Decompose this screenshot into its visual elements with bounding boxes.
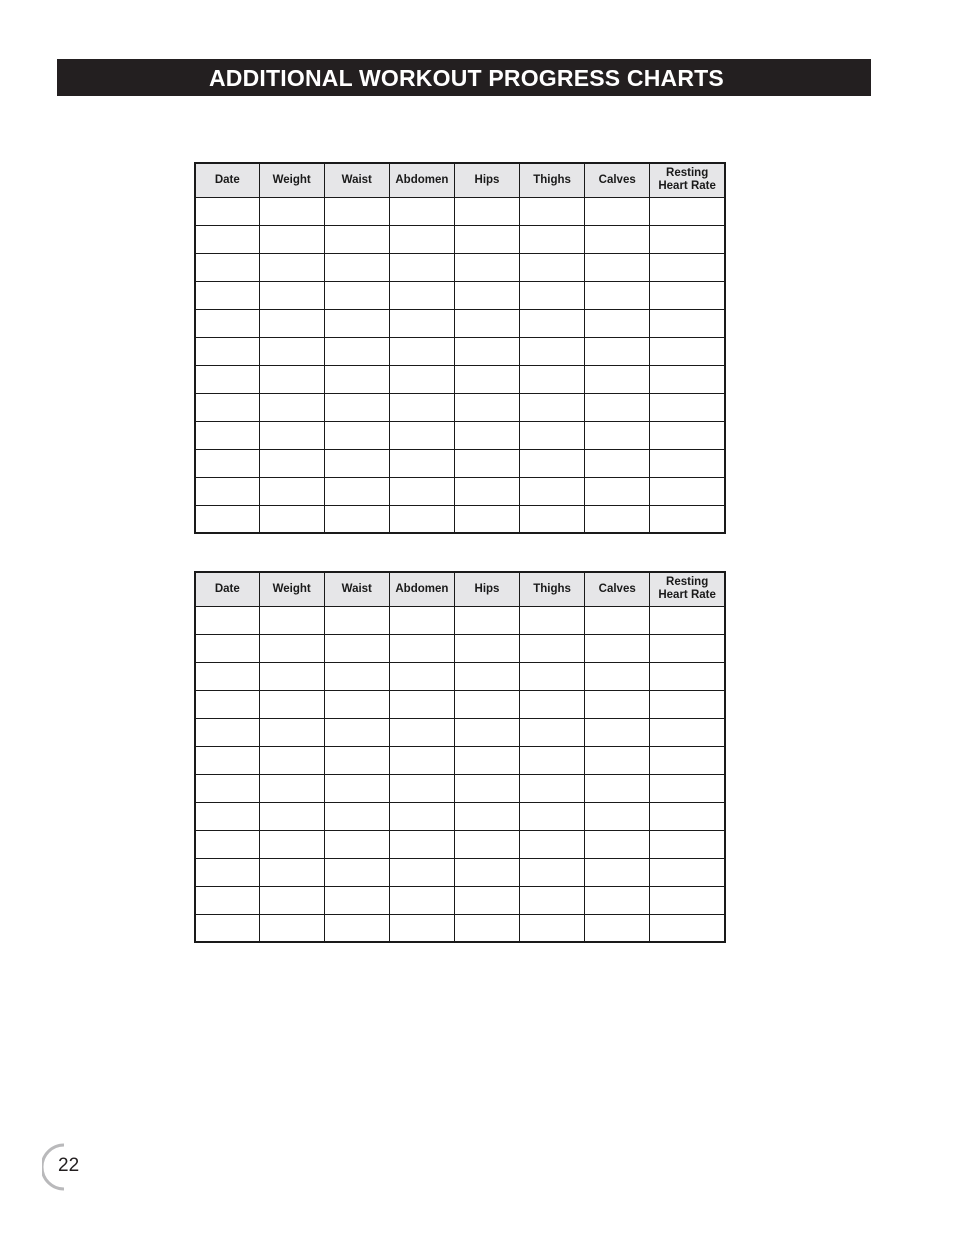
entry-cell[interactable] [259,253,324,281]
page-number-badge [42,1143,102,1191]
entry-cell[interactable] [259,914,324,942]
entry-cell[interactable] [259,662,324,690]
entry-cell[interactable] [259,477,324,505]
entry-cell[interactable] [520,337,585,365]
entry-cell[interactable] [195,281,259,309]
entry-cell[interactable] [389,477,454,505]
entry-cell[interactable] [454,365,519,393]
entry-cell[interactable] [324,830,389,858]
entry-cell[interactable] [454,393,519,421]
entry-cell[interactable] [454,858,519,886]
entry-cell[interactable] [585,281,650,309]
chart-header-row [195,163,725,197]
entry-cell[interactable] [259,449,324,477]
table-row [195,914,725,942]
entry-cell[interactable] [520,634,585,662]
table-row [195,606,725,634]
entry-cell[interactable] [389,309,454,337]
progress-chart-1 [194,162,726,534]
entry-cell[interactable] [650,802,725,830]
table-row [195,197,725,225]
entry-cell[interactable] [389,606,454,634]
entry-cell[interactable] [324,886,389,914]
header-thighs: Thighs [520,163,585,197]
entry-cell[interactable] [454,337,519,365]
table-row [195,309,725,337]
entry-cell[interactable] [520,718,585,746]
entry-cell[interactable] [454,449,519,477]
entry-cell[interactable] [324,449,389,477]
header-waist: Waist [324,572,389,606]
entry-cell[interactable] [650,421,725,449]
entry-cell[interactable] [585,365,650,393]
entry-cell[interactable] [195,505,259,533]
entry-cell[interactable] [585,830,650,858]
entry-cell[interactable] [520,606,585,634]
entry-cell[interactable] [520,802,585,830]
entry-cell[interactable] [389,337,454,365]
entry-cell[interactable] [585,505,650,533]
entry-cell[interactable] [585,477,650,505]
entry-cell[interactable] [585,662,650,690]
entry-cell[interactable] [389,281,454,309]
entry-cell[interactable] [324,281,389,309]
entry-cell[interactable] [520,225,585,253]
entry-cell[interactable] [454,634,519,662]
entry-cell[interactable] [324,225,389,253]
entry-cell[interactable] [454,253,519,281]
entry-cell[interactable] [520,421,585,449]
entry-cell[interactable] [650,281,725,309]
entry-cell[interactable] [650,718,725,746]
entry-cell[interactable] [650,690,725,718]
entry-cell[interactable] [520,830,585,858]
entry-cell[interactable] [650,197,725,225]
header-calves: Calves [585,163,650,197]
entry-cell[interactable] [324,690,389,718]
table-row [195,281,725,309]
table-row [195,774,725,802]
entry-cell[interactable] [389,505,454,533]
entry-cell[interactable] [585,337,650,365]
table-row [195,365,725,393]
entry-cell[interactable] [195,225,259,253]
table-row [195,421,725,449]
entry-cell[interactable] [259,365,324,393]
entry-cell[interactable] [389,365,454,393]
entry-cell[interactable] [585,253,650,281]
entry-cell[interactable] [259,225,324,253]
entry-cell[interactable] [454,802,519,830]
entry-cell[interactable] [324,197,389,225]
table-row [195,858,725,886]
entry-cell[interactable] [520,309,585,337]
header-weight: Weight [259,572,324,606]
entry-cell[interactable] [195,197,259,225]
entry-cell[interactable] [389,690,454,718]
entry-cell[interactable] [195,662,259,690]
entry-cell[interactable] [324,337,389,365]
entry-cell[interactable] [324,746,389,774]
entry-cell[interactable] [585,914,650,942]
entry-cell[interactable] [650,914,725,942]
entry-cell[interactable] [324,774,389,802]
table-row [195,746,725,774]
entry-cell[interactable] [389,830,454,858]
header-hips: Hips [454,163,519,197]
entry-cell[interactable] [650,477,725,505]
page-number: 22 [58,1155,80,1176]
entry-cell[interactable] [520,365,585,393]
entry-cell[interactable] [324,309,389,337]
entry-cell[interactable] [650,746,725,774]
entry-cell[interactable] [389,449,454,477]
table-row [195,253,725,281]
entry-cell[interactable] [324,634,389,662]
entry-cell[interactable] [324,718,389,746]
table-row [195,449,725,477]
entry-cell[interactable] [195,802,259,830]
entry-cell[interactable] [454,505,519,533]
entry-cell[interactable] [259,197,324,225]
entry-cell[interactable] [454,421,519,449]
entry-cell[interactable] [389,225,454,253]
entry-cell[interactable] [650,634,725,662]
table-row [195,337,725,365]
table-row [195,886,725,914]
entry-cell[interactable] [520,858,585,886]
table-row [195,690,725,718]
entry-cell[interactable] [650,886,725,914]
header-waist: Waist [324,163,389,197]
entry-cell[interactable] [324,858,389,886]
entry-cell[interactable] [585,309,650,337]
table-row [195,662,725,690]
entry-cell[interactable] [259,634,324,662]
entry-cell[interactable] [259,309,324,337]
entry-cell[interactable] [389,634,454,662]
entry-cell[interactable] [259,393,324,421]
page-title: ADDITIONAL WORKOUT PROGRESS CHARTS [209,65,724,91]
header-resting-heart-rate: Resting Heart Rate [650,163,725,197]
entry-cell[interactable] [195,830,259,858]
header-date: Date [195,572,259,606]
progress-chart-2 [194,571,726,943]
entry-cell[interactable] [454,690,519,718]
entry-cell[interactable] [259,337,324,365]
entry-cell[interactable] [324,253,389,281]
entry-cell[interactable] [454,197,519,225]
entry-cell[interactable] [585,858,650,886]
entry-cell[interactable] [389,718,454,746]
entry-cell[interactable] [389,746,454,774]
header-abdomen: Abdomen [389,572,454,606]
entry-cell[interactable] [650,830,725,858]
entry-cell[interactable] [650,309,725,337]
entry-cell[interactable] [389,802,454,830]
entry-cell[interactable] [195,606,259,634]
table-row [195,634,725,662]
entry-cell[interactable] [520,774,585,802]
entry-cell[interactable] [650,449,725,477]
entry-cell[interactable] [454,606,519,634]
entry-cell[interactable] [520,449,585,477]
entry-cell[interactable] [324,662,389,690]
entry-cell[interactable] [195,337,259,365]
entry-cell[interactable] [520,253,585,281]
entry-cell[interactable] [650,253,725,281]
entry-cell[interactable] [259,421,324,449]
chart-body [195,606,725,942]
entry-cell[interactable] [454,774,519,802]
entry-cell[interactable] [195,774,259,802]
entry-cell[interactable] [195,421,259,449]
entry-cell[interactable] [195,449,259,477]
entry-cell[interactable] [585,802,650,830]
entry-cell[interactable] [324,421,389,449]
entry-cell[interactable] [389,886,454,914]
entry-cell[interactable] [520,746,585,774]
entry-cell[interactable] [195,858,259,886]
entry-cell[interactable] [650,365,725,393]
entry-cell[interactable] [324,802,389,830]
entry-cell[interactable] [454,886,519,914]
entry-cell[interactable] [520,690,585,718]
entry-cell[interactable] [454,746,519,774]
entry-cell[interactable] [259,746,324,774]
entry-cell[interactable] [259,886,324,914]
entry-cell[interactable] [585,690,650,718]
entry-cell[interactable] [259,718,324,746]
entry-cell[interactable] [585,421,650,449]
entry-cell[interactable] [454,309,519,337]
entry-cell[interactable] [650,858,725,886]
entry-cell[interactable] [585,449,650,477]
entry-cell[interactable] [520,914,585,942]
entry-cell[interactable] [520,886,585,914]
entry-cell[interactable] [389,774,454,802]
entry-cell[interactable] [259,690,324,718]
entry-cell[interactable] [454,225,519,253]
table-row [195,477,725,505]
entry-cell[interactable] [585,197,650,225]
entry-cell[interactable] [650,606,725,634]
entry-cell[interactable] [389,914,454,942]
entry-cell[interactable] [585,393,650,421]
entry-cell[interactable] [259,281,324,309]
entry-cell[interactable] [389,421,454,449]
table-row [195,830,725,858]
header-resting-heart-rate: Resting Heart Rate [650,572,725,606]
entry-cell[interactable] [259,505,324,533]
entry-cell[interactable] [195,634,259,662]
entry-cell[interactable] [259,858,324,886]
entry-cell[interactable] [389,662,454,690]
entry-cell[interactable] [454,662,519,690]
entry-cell[interactable] [195,746,259,774]
table-row [195,718,725,746]
entry-cell[interactable] [454,830,519,858]
entry-cell[interactable] [585,774,650,802]
entry-cell[interactable] [585,746,650,774]
entry-cell[interactable] [454,281,519,309]
header-weight: Weight [259,163,324,197]
chart-body [195,197,725,533]
table-row [195,802,725,830]
entry-cell[interactable] [454,477,519,505]
entry-cell[interactable] [195,253,259,281]
entry-cell[interactable] [195,393,259,421]
entry-cell[interactable] [585,225,650,253]
chart-header-row [195,572,725,606]
entry-cell[interactable] [454,718,519,746]
entry-cell[interactable] [389,393,454,421]
header-thighs: Thighs [520,572,585,606]
entry-cell[interactable] [585,718,650,746]
entry-cell[interactable] [389,197,454,225]
table-row [195,225,725,253]
entry-cell[interactable] [650,225,725,253]
entry-cell[interactable] [195,690,259,718]
entry-cell[interactable] [454,914,519,942]
entry-cell[interactable] [259,802,324,830]
entry-cell[interactable] [259,774,324,802]
entry-cell[interactable] [195,477,259,505]
entry-cell[interactable] [585,886,650,914]
entry-cell[interactable] [389,858,454,886]
section-title-bar [57,59,871,96]
entry-cell[interactable] [324,393,389,421]
entry-cell[interactable] [520,393,585,421]
entry-cell[interactable] [650,393,725,421]
header-hips: Hips [454,572,519,606]
entry-cell[interactable] [650,774,725,802]
header-date: Date [195,163,259,197]
entry-cell[interactable] [324,606,389,634]
entry-cell[interactable] [259,830,324,858]
entry-cell[interactable] [324,365,389,393]
entry-cell[interactable] [520,281,585,309]
table-row [195,505,725,533]
entry-cell[interactable] [650,662,725,690]
entry-cell[interactable] [650,505,725,533]
entry-cell[interactable] [195,914,259,942]
entry-cell[interactable] [585,634,650,662]
entry-cell[interactable] [520,477,585,505]
header-abdomen: Abdomen [389,163,454,197]
entry-cell[interactable] [389,253,454,281]
header-calves: Calves [585,572,650,606]
entry-cell[interactable] [259,606,324,634]
entry-cell[interactable] [324,914,389,942]
entry-cell[interactable] [650,337,725,365]
table-row [195,393,725,421]
entry-cell[interactable] [520,505,585,533]
entry-cell[interactable] [585,606,650,634]
entry-cell[interactable] [195,365,259,393]
entry-cell[interactable] [324,505,389,533]
entry-cell[interactable] [520,197,585,225]
entry-cell[interactable] [195,718,259,746]
entry-cell[interactable] [324,477,389,505]
entry-cell[interactable] [520,662,585,690]
entry-cell[interactable] [195,886,259,914]
entry-cell[interactable] [195,309,259,337]
